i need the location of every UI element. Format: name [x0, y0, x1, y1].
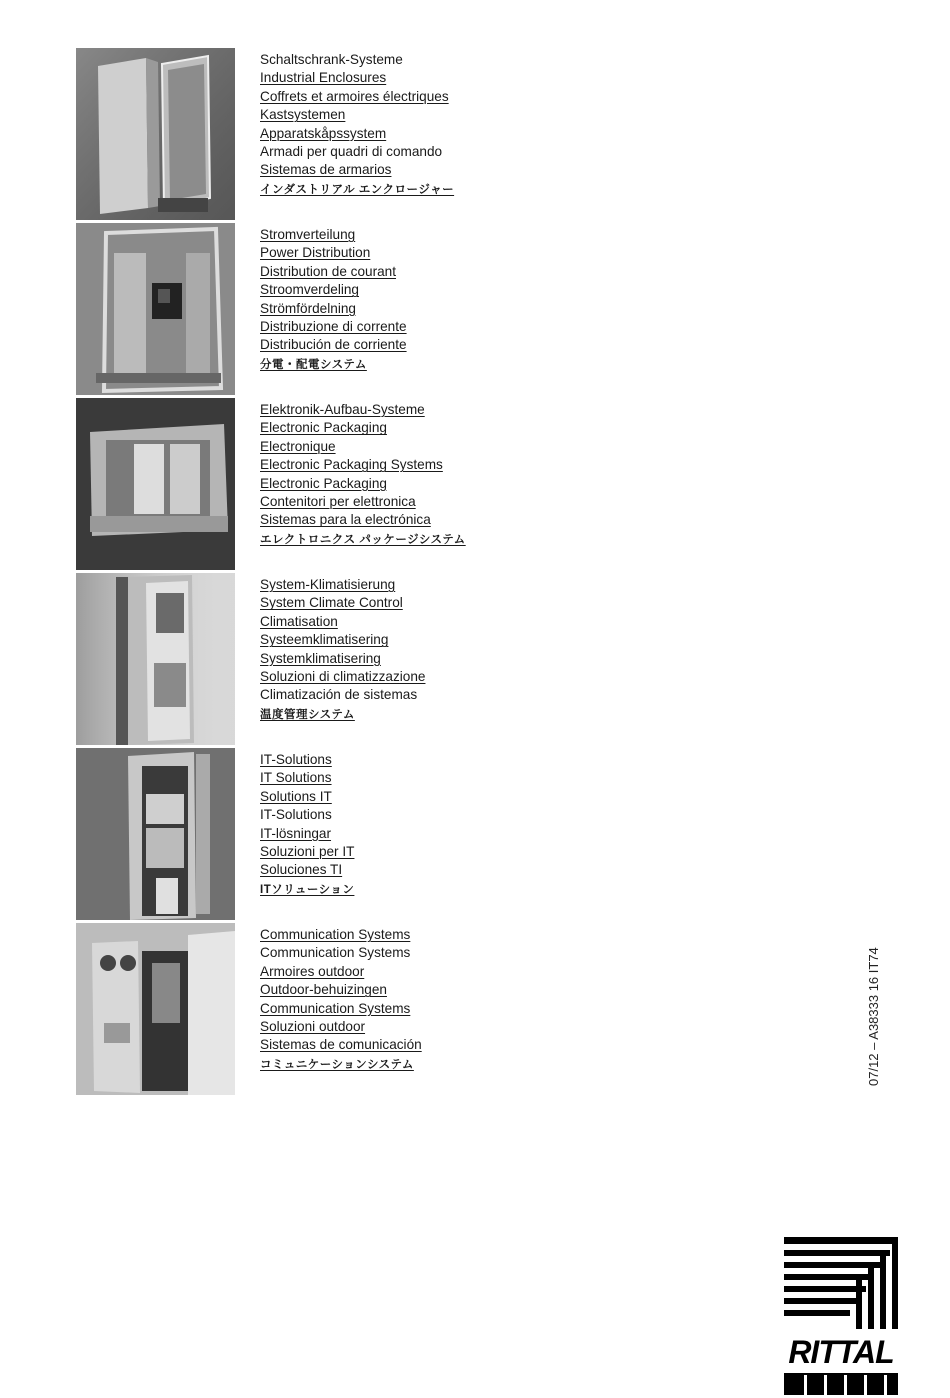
product-link[interactable]: Stroomverdeling [260, 282, 359, 298]
list-item [260, 668, 425, 686]
product-link[interactable]: Distribución de corriente [260, 337, 407, 353]
language-link-list [260, 926, 422, 1073]
language-link-list [260, 51, 454, 198]
list-item [260, 475, 466, 493]
product-link[interactable]: コミュニケーションシステム [260, 1058, 414, 1071]
it-solutions-photo [76, 748, 235, 920]
product-link[interactable]: エレクトロニクス パッケージシステム [260, 533, 466, 546]
product-link[interactable]: System Climate Control [260, 595, 403, 611]
list-item [260, 576, 425, 594]
product-link[interactable]: Coffrets et armoires électriques [260, 88, 449, 104]
product-section [76, 48, 776, 220]
product-section [76, 748, 776, 920]
product-link[interactable]: ITソリューション [260, 883, 355, 896]
list-item [260, 281, 407, 299]
product-link[interactable]: Soluzioni outdoor [260, 1018, 366, 1034]
product-link[interactable]: 分電・配電システム [260, 358, 367, 371]
enclosure-photo [76, 48, 235, 220]
list-item [260, 1055, 422, 1073]
product-link[interactable]: IT-lösningar [260, 825, 332, 841]
list-item [260, 981, 422, 999]
list-item [260, 106, 454, 124]
list-item [260, 88, 454, 106]
list-item [260, 861, 354, 879]
list-item [260, 244, 407, 262]
product-link[interactable]: Electronic Packaging Systems [260, 457, 443, 473]
product-link[interactable]: Solutions IT [260, 788, 332, 804]
product-link[interactable]: Communication Systems [260, 927, 411, 942]
product-link[interactable]: System-Klimatisierung [260, 577, 396, 592]
product-link[interactable]: IT Solutions [260, 770, 332, 786]
product-label: Climatización de sistemas [260, 687, 418, 703]
product-link[interactable]: Distribuzione di corrente [260, 318, 407, 334]
list-item [260, 926, 422, 944]
product-link[interactable]: Soluciones TI [260, 862, 343, 878]
list-item [260, 300, 407, 318]
product-section [76, 923, 776, 1095]
product-label: IT-Solutions [260, 807, 332, 823]
product-label: Communication Systems [260, 945, 411, 961]
product-link[interactable]: Systeemklimatisering [260, 632, 389, 648]
list-item [260, 594, 425, 612]
list-item [260, 843, 354, 861]
product-link[interactable]: Sistemas de comunicación [260, 1037, 422, 1053]
list-item [260, 806, 354, 824]
product-link[interactable]: Communication Systems [260, 1000, 411, 1016]
list-item [260, 51, 454, 69]
list-item [260, 963, 422, 981]
list-item [260, 511, 466, 529]
list-item [260, 613, 425, 631]
product-link[interactable]: Sistemas para la electrónica [260, 512, 431, 528]
rittal-logo [784, 1237, 898, 1395]
list-item [260, 1018, 422, 1036]
list-item [260, 530, 466, 548]
list-item [260, 69, 454, 87]
product-link[interactable]: IT-Solutions [260, 752, 332, 767]
climate-control-photo [76, 573, 235, 745]
list-item [260, 631, 425, 649]
product-link[interactable]: Electronic Packaging [260, 475, 387, 491]
product-label: Schaltschrank-Systeme [260, 52, 403, 67]
product-link[interactable]: 温度管理システム [260, 708, 355, 721]
list-item [260, 1036, 422, 1054]
product-link[interactable]: Soluzioni di climatizzazione [260, 668, 426, 684]
product-section [76, 223, 776, 395]
power-distribution-photo [76, 223, 235, 395]
product-link[interactable]: Apparatskåpssystem [260, 125, 387, 141]
product-link[interactable]: Soluzioni per IT [260, 843, 355, 859]
product-link[interactable]: Contenitori per elettronica [260, 493, 416, 509]
product-link[interactable]: Elektronik-Aufbau-Systeme [260, 402, 425, 417]
product-link[interactable]: Armoires outdoor [260, 963, 365, 979]
list-item [260, 705, 425, 723]
list-item [260, 880, 354, 898]
list-item [260, 401, 466, 419]
product-link[interactable]: インダストリアル エンクロージャー [260, 183, 455, 196]
list-item [260, 1000, 422, 1018]
list-item [260, 336, 407, 354]
language-link-list [260, 401, 466, 548]
list-item [260, 438, 466, 456]
list-item [260, 650, 425, 668]
list-item [260, 825, 354, 843]
product-link[interactable]: Stromverteilung [260, 227, 356, 242]
list-item [260, 180, 454, 198]
product-link[interactable]: Outdoor-behuizingen [260, 982, 387, 998]
logo-wordmark: RITTAL [788, 1334, 894, 1370]
product-link[interactable]: Power Distribution [260, 245, 371, 261]
list-item [260, 456, 466, 474]
list-item [260, 355, 407, 373]
list-item [260, 788, 354, 806]
product-link[interactable]: Strömfördelning [260, 300, 356, 316]
language-link-list [260, 226, 407, 373]
product-link[interactable]: Kastsystemen [260, 107, 346, 123]
list-item [260, 125, 454, 143]
electronic-packaging-photo [76, 398, 235, 570]
product-link[interactable]: Distribution de courant [260, 263, 397, 279]
product-link[interactable]: Electronic Packaging [260, 420, 387, 436]
list-item [260, 263, 407, 281]
list-item [260, 493, 466, 511]
language-link-list [260, 576, 425, 723]
communication-systems-photo [76, 923, 235, 1095]
product-label: Armadi per quadri di comando [260, 143, 443, 159]
list-item [260, 686, 425, 704]
list-item [260, 143, 454, 161]
product-section [76, 398, 776, 570]
list-item [260, 226, 407, 244]
language-link-list [260, 751, 354, 898]
product-link[interactable]: Sistemas de armarios [260, 162, 392, 178]
list-item [260, 419, 466, 437]
list-item [260, 161, 454, 179]
product-link[interactable]: Electronique [260, 438, 336, 454]
list-item [260, 944, 422, 962]
document-code: 07/12 – A38333 16 IT74 [866, 947, 881, 1086]
product-link[interactable]: Industrial Enclosures [260, 70, 387, 86]
product-section [76, 573, 776, 745]
product-link[interactable]: Climatisation [260, 613, 338, 629]
product-link[interactable]: Systemklimatisering [260, 650, 381, 666]
list-item [260, 769, 354, 787]
list-item [260, 318, 407, 336]
list-item [260, 751, 354, 769]
